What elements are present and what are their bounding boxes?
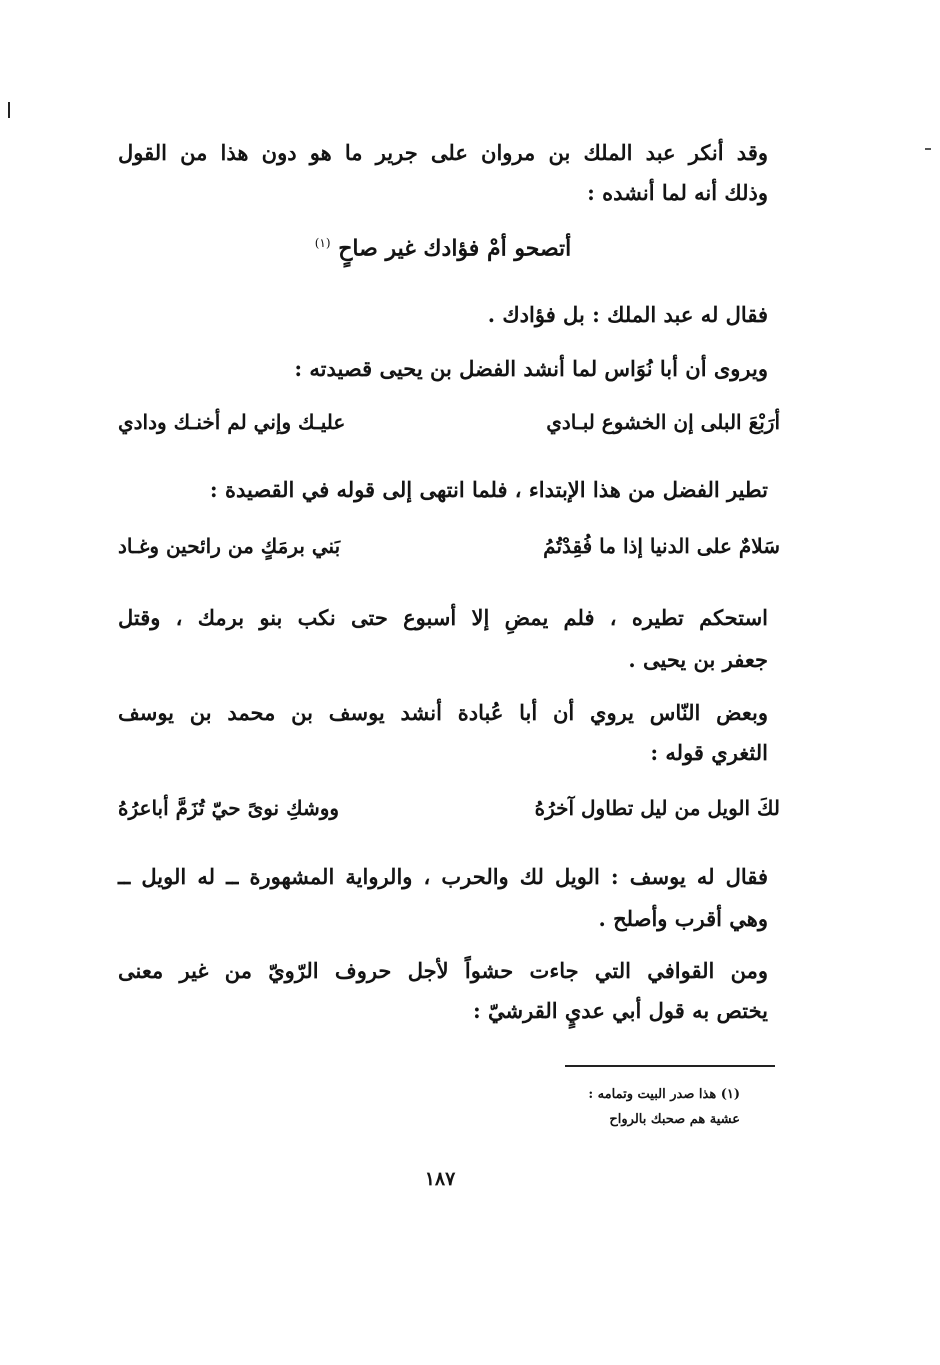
verse-hemistich-right: أرَبْعَ البلى إن الخشوع لبـادي: [546, 410, 780, 434]
paragraph-line: يختص به قول أبي عديٍ القرشيّ :: [472, 998, 768, 1023]
paragraph-line: فقال له يوسف : الويل لك والحرب ، والرواية المشهورة ــ له الويل ــ: [118, 864, 768, 889]
footnote-marker: (١): [314, 236, 331, 250]
paragraph-line: وذلك أنه لما أنشده :: [587, 180, 768, 205]
verse-line: [118, 406, 780, 438]
paragraph-line: فقال له عبد الملك : بل فؤادك .: [487, 302, 768, 327]
paragraph-line: ومن القوافي التي جاءت حشواً لأجل حروف الرّويّ من غير معنى: [118, 958, 768, 983]
paragraph-line: جعفر بن يحيى .: [628, 647, 768, 672]
paragraph-line: تطير الفضل من هذا الإبتداء ، فلما انتهى إلى قوله في القصيدة :: [209, 477, 768, 502]
verse-line: [118, 228, 768, 263]
page-number: ١٨٧: [424, 1168, 456, 1190]
margin-mark: [8, 102, 10, 118]
verse-hemistich-right: لكَ الويل من ليل تطاول آخرُهُ: [534, 796, 780, 820]
verse-hemistich-left: ووشكِ نوىً حيّ تُزَمَّ أباعرُهُ: [118, 796, 340, 820]
verse-line: [118, 530, 780, 562]
paragraph-line: وقد أنكر عبد الملك بن مروان على جرير ما هو دون هذا من القول: [118, 140, 768, 165]
paragraph-line: وبعض النّاس يروي أن أبا عُبادة أنشد يوسف بن محمد بن يوسف: [118, 700, 768, 725]
margin-mark: [925, 148, 931, 150]
paragraph-line: ويروى أن أبا نُوَاس لما أنشد الفضل بن يحيى قصيدته :: [294, 356, 768, 381]
footnote-line: عشية هم صحبك بالرواح: [609, 1112, 740, 1127]
footnote-divider: [565, 1065, 775, 1067]
paragraph-line: الثغري قوله :: [650, 740, 768, 765]
paragraph-line: استحكم تطيره ، فلم يمضِ إلا أسبوع حتى نكب بنو برمك ، وقتل: [118, 605, 768, 630]
verse-hemistich-left: عليـك وإني لم أخنـك ودادي: [118, 410, 346, 434]
paragraph-line: وهي أقرب وأصلح .: [598, 906, 768, 931]
verse-text: أتصحو أمْ فؤادك غير صاحٍ: [338, 235, 572, 262]
verse-hemistich-left: بَني برمَكٍ من رائحين وغـاد: [118, 534, 341, 558]
verse-hemistich-right: سَلامٌ على الدنيا إذا ما فُقِدْتُمُ: [543, 534, 780, 558]
verse-line: [118, 792, 780, 824]
footnote-line: (١) هذا صدر البيت وتمامه :: [588, 1087, 740, 1102]
